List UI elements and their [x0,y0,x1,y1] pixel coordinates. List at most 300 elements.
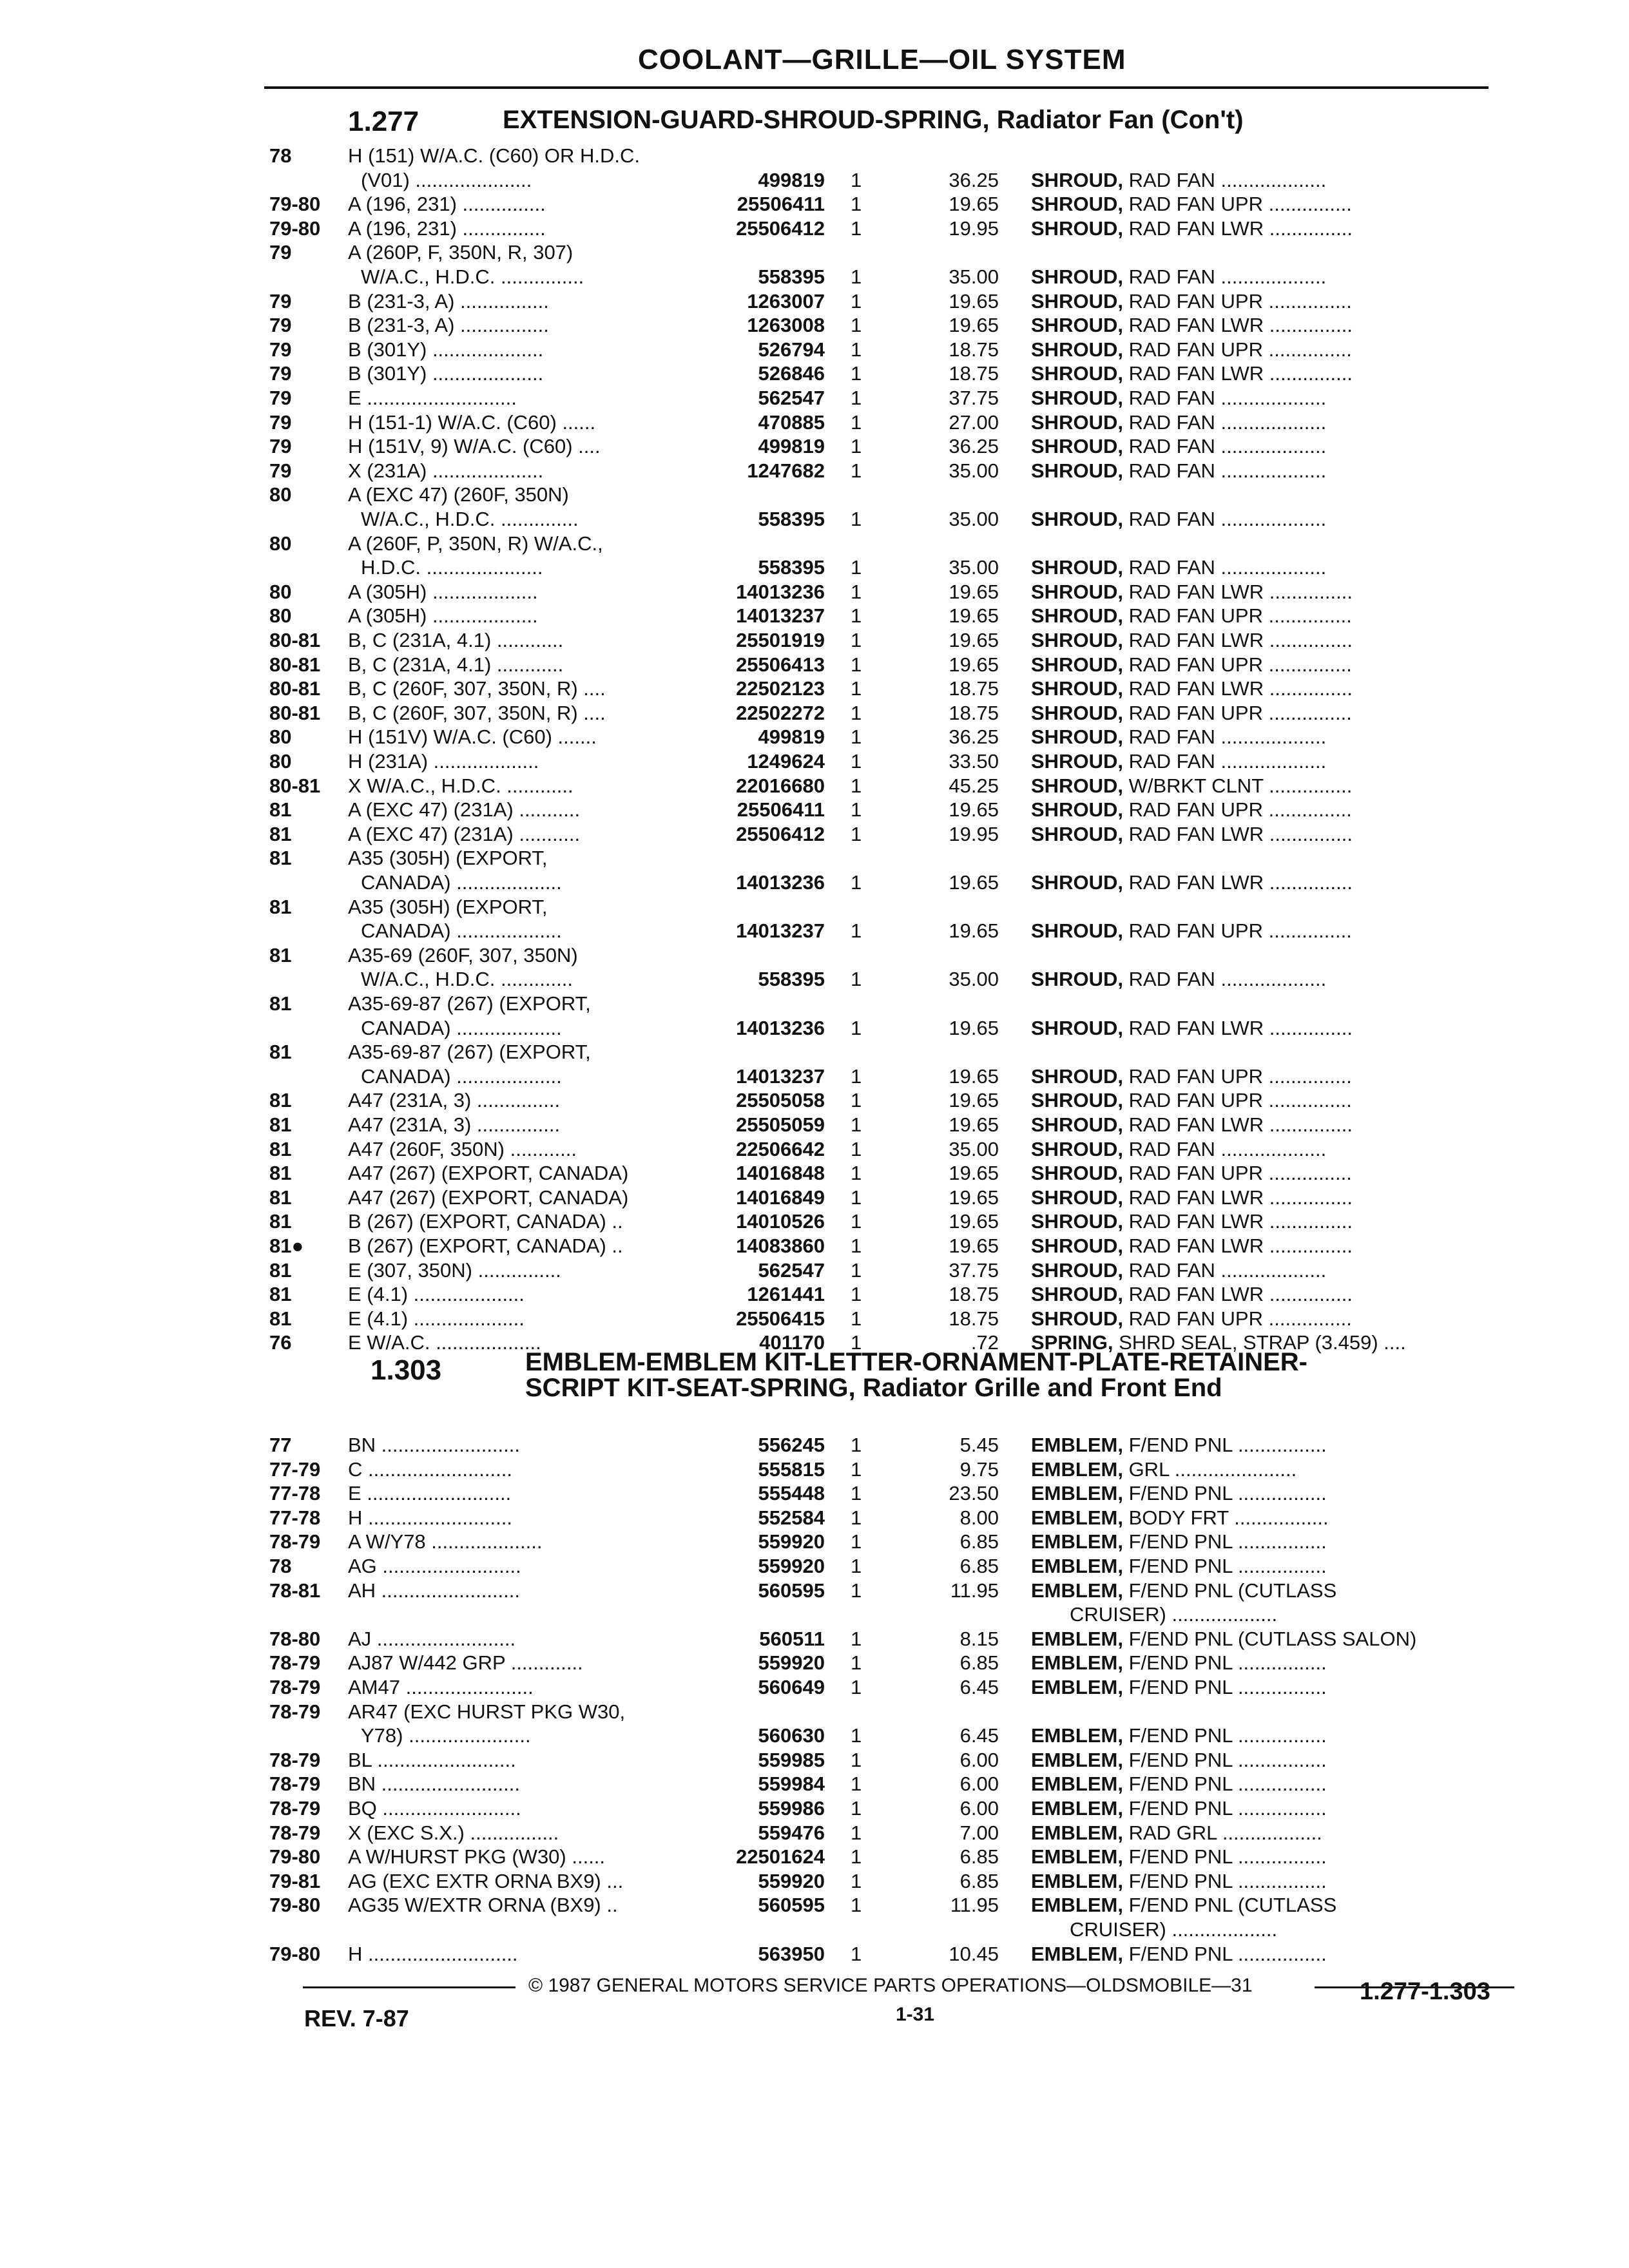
model-description: A (EXC 47) (231A) ........... [348,822,581,845]
quantity: 1 [851,193,862,216]
price: 8.00 [959,1506,999,1529]
part-name [1031,411,1326,434]
table-row [0,217,1629,242]
part-type: EMBLEM, [1031,1555,1123,1577]
model-year: 81 [269,1137,292,1160]
part-detail: GRL ...................... [1128,1457,1297,1481]
part-detail: F/END PNL ................ [1128,1773,1327,1796]
part-type: EMBLEM, [1031,1869,1123,1892]
part-number: 25506411 [737,193,825,216]
section-range: 1.277-1.303 [1360,1978,1490,2005]
part-type: SHROUD, [1031,362,1123,385]
part-number: 526846 [758,362,825,385]
part-type: SHROUD, [1031,750,1123,773]
part-type: SPRING, [1031,1331,1113,1354]
model-year: 80-81 [269,677,321,700]
section-number: 1.303 [371,1354,442,1386]
part-type: SHROUD, [1031,1283,1123,1306]
part-name [1031,1749,1327,1772]
quantity: 1 [851,507,862,530]
part-name [1031,1579,1336,1602]
table-row [0,1943,1629,1967]
model-description: E (4.1) .................... [348,1307,525,1330]
table-row [0,290,1629,314]
quantity: 1 [851,1894,862,1917]
model-year: 81 [269,943,292,966]
part-type: SHROUD, [1031,1137,1123,1160]
part-name [1031,919,1352,943]
part-detail: F/END PNL ................ [1128,1869,1327,1892]
table-row [0,677,1629,702]
part-name [1031,1458,1296,1481]
part-name [1031,1138,1326,1161]
model-description: A35 (305H) (EXPORT, [348,895,548,918]
price: 19.65 [949,604,999,628]
part-detail: RAD FAN LWR ............... [1128,314,1353,337]
part-number: 552584 [758,1506,825,1529]
part-detail: RAD FAN UPR ............... [1128,798,1352,822]
table-row [0,798,1629,823]
model-year: 81 [269,1113,292,1136]
quantity: 1 [851,822,862,845]
model-year: 79-80 [269,1894,321,1917]
quantity: 1 [851,1773,862,1796]
price: 19.65 [949,1162,999,1185]
table-row [0,1700,1629,1749]
part-detail: RAD FAN UPR ............... [1128,701,1352,724]
table-row [0,726,1629,750]
price: 6.85 [959,1845,999,1869]
model-description: B (301Y) .................... [348,338,544,361]
part-detail: RAD FAN LWR ............... [1128,1016,1353,1039]
table-row [0,435,1629,459]
model-year: 79-80 [269,1942,321,1965]
part-type: SHROUD, [1031,1089,1123,1112]
price: 37.75 [949,387,999,409]
quantity: 1 [851,1331,862,1354]
model-year: 80 [269,726,292,749]
quantity: 1 [851,653,862,676]
table-row [0,944,1629,992]
table-row [0,1797,1629,1821]
price: 23.50 [949,1482,999,1505]
model-description: CANADA) ................... [361,1016,562,1039]
part-detail: RAD FAN ................... [1128,507,1327,530]
part-type: EMBLEM, [1031,1676,1123,1698]
part-detail: F/END PNL ................ [1128,1530,1327,1553]
part-name [1031,435,1326,458]
model-description: B, C (231A, 4.1) ............ [348,629,564,651]
part-name [1031,1482,1327,1505]
part-name [1031,1894,1336,1917]
part-number: 25501919 [736,629,825,651]
price: 37.75 [949,1258,999,1282]
table-row [0,750,1629,774]
model-year: 79-80 [269,1845,321,1869]
model-year: 81 [269,847,292,870]
table-row [0,483,1629,532]
part-name [1031,726,1326,749]
part-name [1031,1259,1326,1282]
table-row [0,702,1629,726]
part-number: 559476 [758,1821,825,1844]
part-name [1031,1555,1327,1578]
price: 19.65 [949,798,999,822]
part-name [1031,1186,1353,1209]
part-detail: RAD FAN UPR ............... [1128,1307,1352,1330]
model-year: 78-81 [269,1579,321,1602]
part-number: 559985 [758,1748,825,1771]
model-description: H .......................... [348,1506,512,1529]
price: 45.25 [949,774,999,797]
model-year: 79-80 [269,193,321,216]
table-row [0,1113,1629,1138]
part-detail: RAD FAN LWR ............... [1128,1210,1353,1233]
quantity: 1 [851,1676,862,1698]
quantity: 1 [851,1482,862,1505]
part-number: 22502123 [736,677,825,700]
table-row [0,604,1629,629]
part-name [1031,1676,1327,1699]
part-detail: RAD FAN ................... [1128,387,1327,409]
part-detail: RAD FAN LWR ............... [1128,629,1353,651]
part-type: SHROUD, [1031,701,1123,724]
price: 19.95 [949,216,999,240]
copyright-notice: © 1987 GENERAL MOTORS SERVICE PARTS OPERATIONS—OLDSMOBILE—31 [528,1975,1253,1996]
part-number: 562547 [758,387,825,409]
part-number: 25506415 [736,1307,825,1330]
part-number: 14013237 [736,1064,825,1088]
part-number: 14013236 [736,1016,825,1039]
price: 19.65 [949,870,999,894]
model-description: A (305H) ................... [348,580,538,603]
model-description: A (EXC 47) (260F, 350N) [348,483,569,506]
model-description: AJ87 W/442 GRP ............. [348,1651,583,1675]
price: 6.45 [959,1676,999,1698]
price: 35.00 [949,459,999,482]
table-row [0,1894,1629,1942]
price: 18.75 [949,701,999,724]
quantity: 1 [851,1869,862,1892]
part-name [1031,1089,1352,1112]
model-year: 79 [269,338,292,361]
part-number: 14013237 [736,604,825,628]
price: 6.00 [959,1773,999,1796]
price: 6.00 [959,1748,999,1771]
model-description: A (305H) ................... [348,604,538,628]
part-number: 499819 [758,726,825,749]
model-description: A (196, 231) ............... [348,193,546,216]
quantity: 1 [851,556,862,579]
part-detail: RAD FAN LWR ............... [1128,362,1353,385]
part-detail: RAD FAN UPR ............... [1128,604,1352,628]
table-row [0,144,1629,193]
part-detail: RAD FAN ................... [1128,265,1327,288]
quantity: 1 [851,216,862,240]
model-year: 79 [269,289,292,312]
model-description: H (151V, 9) W/A.C. (C60) .... [348,435,601,458]
price: 27.00 [949,410,999,434]
quantity: 1 [851,1555,862,1577]
model-description: B (231-3, A) ................ [348,289,549,312]
footer-rule-left [303,1986,516,1988]
model-year: 80-81 [269,774,321,797]
price: 6.85 [959,1530,999,1553]
price: 18.75 [949,1307,999,1330]
model-year: 79 [269,435,292,458]
model-description: AM47 ....................... [348,1676,534,1698]
price: 35.00 [949,1137,999,1160]
model-year: 78-79 [269,1651,321,1675]
part-name [1031,387,1326,410]
part-name [1031,265,1326,289]
section-title: EXTENSION-GUARD-SHROUD-SPRING, Radiator Fan (Con't) [503,106,1244,134]
part-detail: RAD FAN UPR ............... [1128,338,1352,361]
price: 19.65 [949,1235,999,1257]
part-detail: RAD FAN LWR ............... [1128,822,1353,845]
quantity: 1 [851,919,862,943]
model-description: AG (EXC EXTR ORNA BX9) ... [348,1869,624,1892]
part-name [1031,1773,1327,1796]
part-detail: RAD FAN LWR ............... [1128,216,1353,240]
part-number: 470885 [758,410,825,434]
part-type: EMBLEM, [1031,1773,1123,1796]
part-detail: RAD FAN ................... [1128,1258,1327,1282]
part-name [1031,823,1353,846]
model-year: 80-81 [269,629,321,651]
part-type: SHROUD, [1031,968,1123,991]
price: 36.25 [949,726,999,749]
model-year: 79-80 [269,216,321,240]
table-row [0,1773,1629,1797]
part-detail: F/END PNL ................ [1128,1845,1327,1869]
quantity: 1 [851,1064,862,1088]
part-detail: F/END PNL ................ [1128,1482,1327,1505]
quantity: 1 [851,265,862,288]
quantity: 1 [851,604,862,628]
quantity: 1 [851,1186,862,1209]
part-detail: RAD FAN UPR ............... [1128,919,1352,943]
part-type: EMBLEM, [1031,1434,1123,1456]
part-number: 559920 [758,1869,825,1892]
table-row [0,362,1629,387]
table-row [0,1283,1629,1307]
model-description: H (151V) W/A.C. (C60) ....... [348,726,597,749]
part-type: SHROUD, [1031,1210,1123,1233]
quantity: 1 [851,726,862,749]
model-year: 79 [269,410,292,434]
table-row [0,629,1629,653]
part-number: 14016849 [736,1186,825,1209]
model-description: BL ......................... [348,1748,516,1771]
model-description: A (260P, F, 350N, R, 307) [348,241,574,264]
part-name [1031,1870,1327,1893]
part-name [1031,1628,1416,1651]
part-type: EMBLEM, [1031,1457,1123,1481]
part-detail: F/END PNL ................ [1128,1555,1327,1577]
part-number: 558395 [758,968,825,991]
part-number: 1247682 [747,459,825,482]
part-number: 14010526 [736,1210,825,1233]
part-detail: F/END PNL (CUTLASS [1128,1579,1337,1602]
part-type: EMBLEM, [1031,1651,1123,1675]
part-detail: RAD FAN UPR ............... [1128,193,1352,216]
title-rule [264,86,1489,89]
part-type: SHROUD, [1031,435,1123,458]
part-type: SHROUD, [1031,677,1123,700]
price: 8.15 [959,1627,999,1650]
quantity: 1 [851,168,862,191]
model-year: 81 [269,822,292,845]
quantity: 1 [851,1627,862,1650]
part-type: EMBLEM, [1031,1894,1123,1917]
part-detail: BODY FRT ................. [1128,1506,1329,1529]
table-row [0,581,1629,605]
part-detail: RAD FAN LWR ............... [1128,580,1353,603]
part-detail: RAD FAN UPR ............... [1128,1162,1352,1185]
model-description: B (267) (EXPORT, CANADA) .. [348,1210,623,1233]
part-type: SHROUD, [1031,314,1123,337]
part-type: SHROUD, [1031,629,1123,651]
part-name [1031,677,1353,700]
part-number: 560649 [758,1676,825,1698]
model-description: X (EXC S.X.) ................ [348,1821,559,1844]
price: 19.65 [949,1089,999,1112]
quantity: 1 [851,1457,862,1481]
part-type: SHROUD, [1031,1235,1123,1257]
table-row [0,314,1629,338]
part-name [1031,1530,1327,1553]
quantity: 1 [851,580,862,603]
model-description: A35-69-87 (267) (EXPORT, [348,1041,591,1064]
price: 18.75 [949,677,999,700]
model-year: 81 [269,1089,292,1112]
part-detail: RAD FAN UPR ............... [1128,289,1352,312]
part-type: SHROUD, [1031,1016,1123,1039]
part-type: SHROUD, [1031,726,1123,749]
model-description: B (267) (EXPORT, CANADA) .. [348,1235,623,1257]
model-description: CANADA) ................... [361,870,562,894]
part-type: SHROUD, [1031,822,1123,845]
quantity: 1 [851,1113,862,1136]
part-name [1031,1845,1327,1869]
model-description: A35-69 (260F, 307, 350N) [348,943,578,966]
model-year: 78-79 [269,1700,321,1723]
table-row [0,1089,1629,1113]
price: 19.65 [949,580,999,603]
price: 19.65 [949,919,999,943]
part-name [1031,774,1352,798]
model-year: 78-80 [269,1627,321,1650]
part-name [1031,604,1352,628]
part-type: SHROUD, [1031,1162,1123,1185]
price: 6.85 [959,1651,999,1675]
part-number: 25506412 [736,822,825,845]
price: 35.00 [949,968,999,991]
part-detail: RAD FAN ................... [1128,556,1327,579]
part-name [1031,629,1353,652]
part-number: 558395 [758,265,825,288]
model-year: 77-78 [269,1482,321,1505]
part-type: SHROUD, [1031,580,1123,603]
part-detail: W/BRKT CLNT ............... [1128,774,1353,797]
part-detail: RAD FAN LWR ............... [1128,1235,1353,1257]
model-year: 81 [269,1186,292,1209]
part-detail: RAD FAN LWR ............... [1128,677,1353,700]
part-type: EMBLEM, [1031,1579,1123,1602]
table-row [0,1138,1629,1162]
model-description: E (307, 350N) ............... [348,1258,561,1282]
quantity: 1 [851,798,862,822]
part-type: SHROUD, [1031,216,1123,240]
part-type: SHROUD, [1031,556,1123,579]
part-name [1031,1434,1327,1457]
price: 5.45 [959,1434,999,1456]
model-year: 81 [269,1041,292,1064]
quantity: 1 [851,1748,862,1771]
part-name [1031,1943,1327,1966]
price: 19.95 [949,822,999,845]
part-number: 560595 [758,1894,825,1917]
part-detail: RAD FAN LWR ............... [1128,870,1353,894]
price: 19.65 [949,629,999,651]
model-description: AG35 W/EXTR ORNA (BX9) .. [348,1894,618,1917]
part-type: SHROUD, [1031,507,1123,530]
model-description: H.D.C. ..................... [361,556,543,579]
part-number: 14013236 [736,580,825,603]
part-type: EMBLEM, [1031,1845,1123,1869]
model-year: 81 [269,895,292,918]
part-type: SHROUD, [1031,1064,1123,1088]
quantity: 1 [851,1821,862,1844]
part-detail: RAD FAN LWR ............... [1128,1283,1353,1306]
model-description: BQ ......................... [348,1797,521,1820]
price: 11.95 [950,1894,999,1917]
table-row [0,1259,1629,1283]
model-year: 80 [269,604,292,628]
model-description: (V01) ..................... [361,168,532,191]
model-description: H ........................... [348,1942,518,1965]
price: 6.85 [959,1869,999,1892]
part-type: EMBLEM, [1031,1506,1123,1529]
part-number: 560595 [758,1579,825,1602]
part-name [1031,508,1326,531]
part-number: 22501624 [736,1845,825,1869]
part-type: SHROUD, [1031,798,1123,822]
table-row [0,411,1629,436]
part-name [1031,290,1352,313]
part-detail-continued: CRUISER) ................... [1070,1917,1278,1941]
part-number: 25505058 [736,1089,825,1112]
part-number: 526794 [758,338,825,361]
price: 7.00 [959,1821,999,1844]
part-type: EMBLEM, [1031,1724,1123,1747]
model-description: CANADA) ................... [361,1064,562,1088]
part-detail: RAD FAN ................... [1128,726,1327,749]
part-name [1031,750,1326,773]
price: 6.00 [959,1797,999,1820]
model-description: A W/Y78 .................... [348,1530,543,1553]
part-type: EMBLEM, [1031,1627,1123,1650]
page-number: 1-31 [896,2004,935,2025]
table-row [0,1676,1629,1700]
part-number: 25506412 [736,216,825,240]
price: 19.65 [949,1113,999,1136]
part-detail-continued: CRUISER) ................... [1070,1603,1278,1626]
part-detail: RAD FAN ................... [1128,168,1327,191]
quantity: 1 [851,1258,862,1282]
table-row [0,1434,1629,1458]
